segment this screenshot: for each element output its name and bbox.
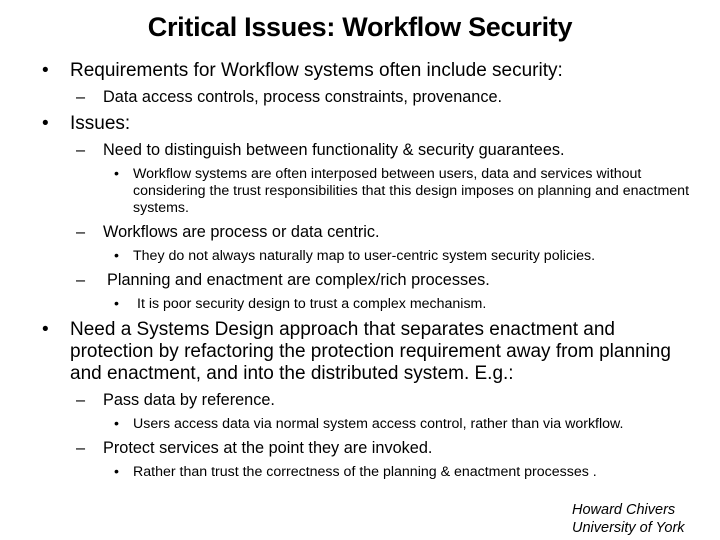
dash-marker: – [76,271,86,289]
author-name: Howard Chivers [572,502,676,518]
sub-bullet-text: Data access controls, process constraints, provenance. [103,88,503,106]
slide-title: Critical Issues: Workflow Security [147,12,573,42]
sub-bullet-item [40,88,690,107]
dash-marker: – [76,88,86,106]
bullet-item [40,113,690,135]
sub-bullet-item [40,141,690,160]
dash-marker: – [76,439,86,457]
sub-sub-bullet-text: Workflow systems are often interposed between users, data and services without considering the trust responsibilities that this design imposes on planning and enactment systems. [133,166,690,216]
sub-sub-bullet-item [40,248,690,265]
dot-marker: • [114,416,119,432]
bullet-text: Need a Systems Design approach that separates enactment and protection by refactoring the protection requirement away from planning and enactment, and into the distributed system. E.g.: [70,319,671,384]
sub-bullet-text: Workflows are process or data centric. [103,223,380,241]
author-block [572,501,685,537]
bullet-list [40,60,690,487]
sub-bullet-text: Pass data by reference. [103,391,275,409]
author-affiliation: University of York [572,520,685,536]
sub-sub-bullet-text: It is poor security design to trust a complex mechanism. [137,296,487,312]
sub-bullet-text: Planning and enactment are complex/rich processes. [107,271,490,289]
dot-marker: • [114,166,119,182]
sub-bullet-item [40,271,690,290]
bullet-item [40,319,690,385]
sub-bullet-text: Protect services at the point they are invoked. [103,439,433,457]
dot-marker: • [114,464,119,480]
bullet-marker: • [42,60,49,81]
sub-sub-bullet-text: Users access data via normal system access control, rather than via workflow. [133,416,624,432]
sub-bullet-item [40,391,690,410]
bullet-text: Issues: [70,113,131,134]
dash-marker: – [76,223,86,241]
dot-marker: • [114,296,119,312]
bullet-item [40,60,690,82]
dot-marker: • [114,248,119,264]
bullet-marker: • [42,319,49,340]
dash-marker: – [76,391,86,409]
dash-marker: – [76,141,86,159]
sub-sub-bullet-item [40,416,690,433]
sub-sub-bullet-text: Rather than trust the correctness of the planning & enactment processes . [133,464,597,480]
sub-sub-bullet-text: They do not always naturally map to user-centric system security policies. [133,248,596,264]
sub-sub-bullet-item [40,296,690,313]
bullet-marker: • [42,113,49,134]
sub-sub-bullet-item [40,464,690,481]
bullet-text: Requirements for Workflow systems often include security: [70,60,563,81]
sub-bullet-item [40,223,690,242]
sub-bullet-text: Need to distinguish between functionality & security guarantees. [103,141,565,159]
sub-sub-bullet-item [40,166,690,217]
sub-bullet-item [40,439,690,458]
